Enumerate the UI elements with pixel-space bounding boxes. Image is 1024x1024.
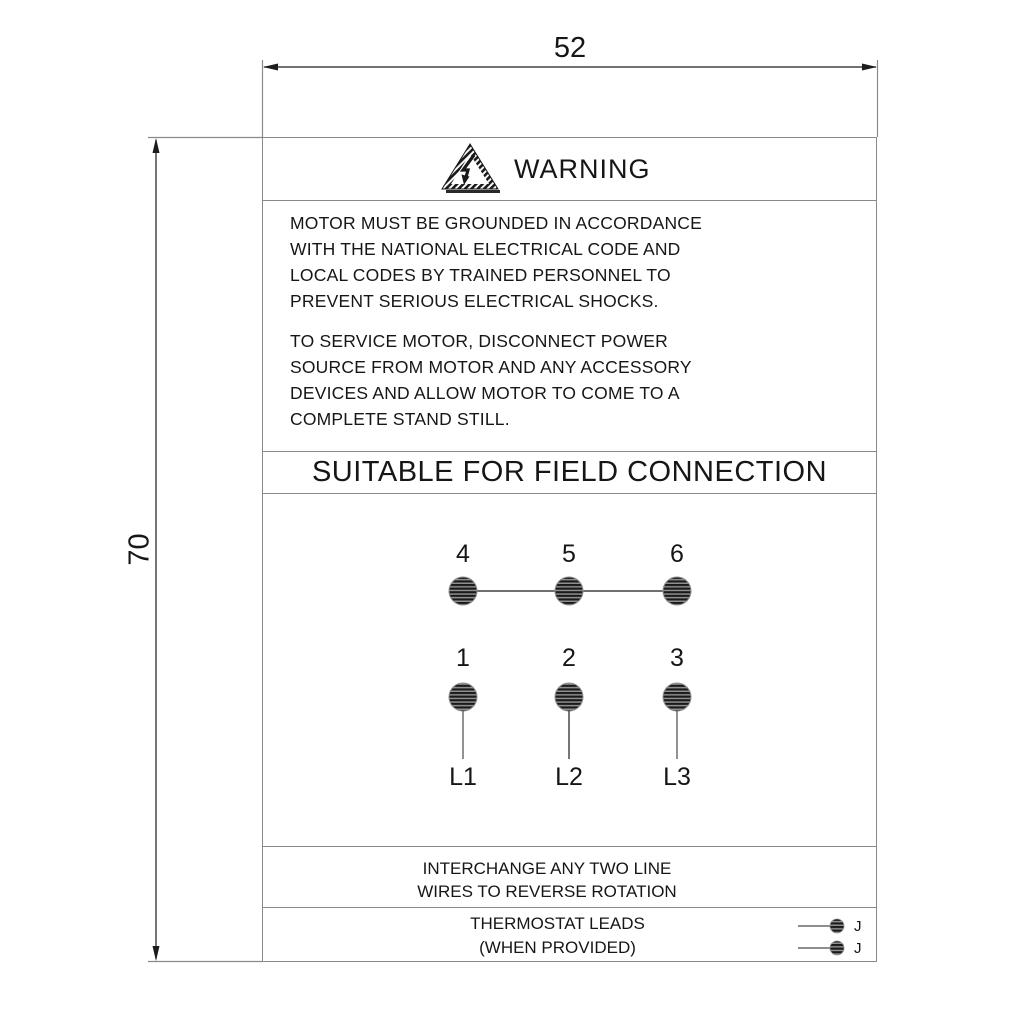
field-connection-band [263,451,876,494]
thermostat-lead-label: J [854,918,862,935]
rotation-note-line: INTERCHANGE ANY TWO LINE [422,859,672,878]
terminal-dot [555,683,583,711]
terminal-label: 4 [456,540,470,568]
text-line: COMPLETE STAND STILL. [290,409,510,429]
text-line: MOTOR MUST BE GROUNDED IN ACCORDANCE [290,213,703,233]
terminal-dot [449,577,477,605]
width-dimension-value: 52 [553,32,587,64]
text-line: TO SERVICE MOTOR, DISCONNECT POWER [290,331,668,351]
warning-title: WARNING [514,153,651,184]
thermostat-lead-label: J [854,940,862,957]
terminal-diagram-section [263,494,876,846]
terminal-diagram [263,494,878,846]
terminal-dot [449,683,477,711]
terminal-dot [663,577,691,605]
thermostat-lead-dot [830,919,844,933]
thermostat-section [263,908,876,963]
text-line: WITH THE NATIONAL ELECTRICAL CODE AND [290,239,681,259]
terminal-label: 5 [562,540,576,568]
terminal-label: 3 [670,644,684,672]
service-paragraph [290,328,856,432]
rotation-note-section [263,846,876,908]
warning-band [263,138,876,201]
text-line: SOURCE FROM MOTOR AND ANY ACCESSORY [290,357,692,377]
field-connection-title: SUITABLE FOR FIELD CONNECTION [311,456,828,488]
height-dimension-value: 70 [123,533,156,566]
grounding-paragraph [290,210,856,314]
high-voltage-triangle-icon [440,142,502,196]
rotation-note-line: WIRES TO REVERSE ROTATION [417,882,677,901]
thermostat-lead-dot [830,941,844,955]
terminal-label: 2 [562,644,576,672]
line-lead-label: L2 [555,763,583,791]
terminal-label: 1 [456,644,470,672]
thermostat-note-line: (WHEN PROVIDED) [479,938,636,957]
text-line: LOCAL CODES BY TRAINED PERSONNEL TO [290,265,671,285]
line-lead-label: L1 [449,763,477,791]
terminal-dot [663,683,691,711]
text-line: PREVENT SERIOUS ELECTRICAL SHOCKS. [290,291,659,311]
terminal-dot [555,577,583,605]
safety-text-section [263,201,876,451]
terminal-label: 6 [670,540,684,568]
thermostat-note-line: THERMOSTAT LEADS [470,914,645,933]
motor-warning-label [262,137,877,962]
line-lead-label: L3 [663,763,691,791]
text-line: DEVICES AND ALLOW MOTOR TO COME TO A [290,383,680,403]
thermostat-leads-graphic [263,908,878,963]
